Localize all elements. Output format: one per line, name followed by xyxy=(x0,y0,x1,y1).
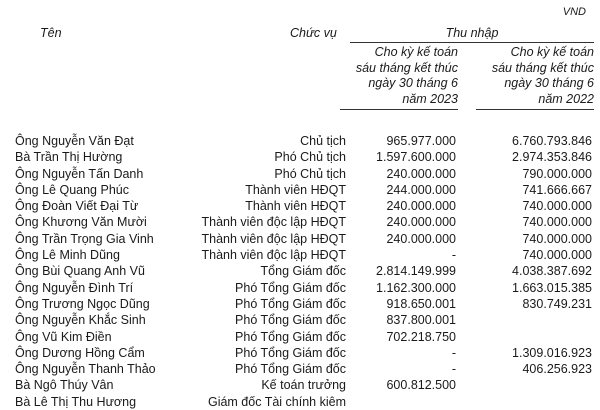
column-header-role: Chức vụ xyxy=(290,26,337,40)
person-name: Ông Khương Văn Mười xyxy=(15,215,147,230)
income-2023: 1.597.600.000 xyxy=(376,150,456,165)
income-2023: 240.000.000 xyxy=(386,215,456,230)
table-row xyxy=(0,263,600,279)
period-2023-line-2: sáu tháng kết thúc xyxy=(355,60,458,75)
table-row xyxy=(0,231,600,247)
person-name: Bà Ngô Thúy Vân xyxy=(15,378,114,393)
person-name: Bà Lê Thị Thu Hương xyxy=(15,394,137,409)
person-role: Thành viên độc lập HĐQT xyxy=(201,248,346,263)
period-2023-line-4: năm 2023 xyxy=(402,91,458,106)
table-row xyxy=(0,280,600,296)
table-row xyxy=(0,247,600,263)
period-2022-line-4: năm 2022 xyxy=(538,91,594,106)
income-2023: 240.000.000 xyxy=(386,166,456,181)
income-2023: 240.000.000 xyxy=(386,231,456,246)
person-name: Ông Nguyễn Văn Đạt xyxy=(15,134,134,148)
income-2023: - xyxy=(451,362,456,377)
period-2022-line-3: ngày 30 tháng 6 xyxy=(504,76,594,90)
table-row xyxy=(0,133,600,149)
income-2023: 240.000.000 xyxy=(386,199,456,214)
table-row xyxy=(0,198,600,214)
person-name: Ông Vũ Kim Điền xyxy=(15,329,112,344)
table-row xyxy=(0,296,600,312)
person-role: Phó Chủ tịch xyxy=(274,166,346,181)
person-name: Ông Trương Ngọc Dũng xyxy=(15,296,150,311)
period-2022-line-1: Cho kỳ kế toán xyxy=(510,45,594,59)
person-role: Phó Tổng Giám đốc xyxy=(235,362,346,377)
income-2022: 1.309.016.923 xyxy=(512,345,592,360)
person-role: Thành viên độc lập HĐQT xyxy=(201,215,346,230)
income-2023: 1.162.300.000 xyxy=(376,280,456,295)
column-header-income: Thu nhập xyxy=(350,26,594,43)
person-role: Phó Tổng Giám đốc xyxy=(235,313,346,328)
income-2022: 740.000.000 xyxy=(522,199,592,214)
person-name: Ông Nguyễn Thanh Thảo xyxy=(15,362,156,377)
income-2022: 830.749.231 xyxy=(522,296,592,311)
income-2022: 2.974.353.846 xyxy=(512,150,592,165)
person-name: Ông Lê Quang Phúc xyxy=(15,182,129,197)
table-row xyxy=(0,394,600,410)
person-role: Giám đốc Tài chính kiêm xyxy=(207,394,346,409)
table-row xyxy=(0,361,600,377)
person-name: Bà Trần Thị Hường xyxy=(15,150,123,165)
period-2023-line-3: ngày 30 tháng 6 xyxy=(368,76,458,90)
income-2023: 837.800.001 xyxy=(386,313,456,328)
person-name: Ông Nguyễn Khắc Sinh xyxy=(15,313,146,328)
period-2022-line-2: sáu tháng kết thúc xyxy=(491,60,594,75)
table-row xyxy=(0,214,600,230)
person-role: Chủ tịch xyxy=(300,134,346,148)
person-name: Ông Đoàn Viết Đại Từ xyxy=(15,199,139,214)
income-2023: - xyxy=(451,248,456,263)
person-name: Ông Nguyễn Tấn Danh xyxy=(15,166,144,181)
income-2022: 1.663.015.385 xyxy=(512,280,592,295)
table-row xyxy=(0,166,600,182)
person-role: Phó Tổng Giám đốc xyxy=(235,296,346,311)
income-2022: 740.000.000 xyxy=(522,231,592,246)
period-header-2023 xyxy=(340,45,458,110)
person-name: Ông Trần Trọng Gia Vinh xyxy=(15,231,154,246)
income-2023: - xyxy=(451,345,456,360)
table-row xyxy=(0,377,600,393)
income-2023: 244.000.000 xyxy=(386,182,456,197)
person-role: Kế toán trưởng xyxy=(261,378,346,393)
table-row xyxy=(0,182,600,198)
person-role: Thành viên độc lập HĐQT xyxy=(201,231,346,246)
column-header-name: Tên xyxy=(40,26,62,40)
table-row xyxy=(0,329,600,345)
income-2023: 702.218.750 xyxy=(386,329,456,344)
table-row xyxy=(0,312,600,328)
income-2023: 2.814.149.999 xyxy=(376,264,456,279)
table-row xyxy=(0,149,600,165)
person-role: Phó Tổng Giám đốc xyxy=(235,280,346,295)
person-name: Ông Bùi Quang Anh Vũ xyxy=(15,264,145,279)
table-row xyxy=(0,345,600,361)
income-2022: 740.000.000 xyxy=(522,248,592,263)
income-2022: 4.038.387.692 xyxy=(512,264,592,279)
income-2022: 790.000.000 xyxy=(522,166,592,181)
income-2023: 965.977.000 xyxy=(386,134,456,148)
person-role: Thành viên HĐQT xyxy=(245,199,346,214)
period-2023-line-1: Cho kỳ kế toán xyxy=(374,45,458,59)
income-2022: 741.666.667 xyxy=(522,182,592,197)
person-name: Ông Nguyễn Đình Trí xyxy=(15,280,134,295)
person-name: Ông Dương Hồng Cẩm xyxy=(15,345,145,360)
income-2022: 406.256.923 xyxy=(522,362,592,377)
currency-label: VND xyxy=(562,6,586,18)
income-2023: 918.650.001 xyxy=(386,296,456,311)
person-role: Tổng Giám đốc xyxy=(260,264,346,279)
person-role: Phó Chủ tịch xyxy=(274,150,346,165)
person-role: Phó Tổng Giám đốc xyxy=(235,329,346,344)
person-name: Ông Lê Minh Dũng xyxy=(15,248,120,263)
income-2022: 740.000.000 xyxy=(522,215,592,230)
income-2022: 6.760.793.846 xyxy=(512,134,592,148)
person-role: Thành viên HĐQT xyxy=(245,182,346,197)
person-role: Phó Tổng Giám đốc xyxy=(235,345,346,360)
income-table-body xyxy=(0,133,600,410)
period-header-2022 xyxy=(476,45,594,110)
income-2023: 600.812.500 xyxy=(386,378,456,393)
